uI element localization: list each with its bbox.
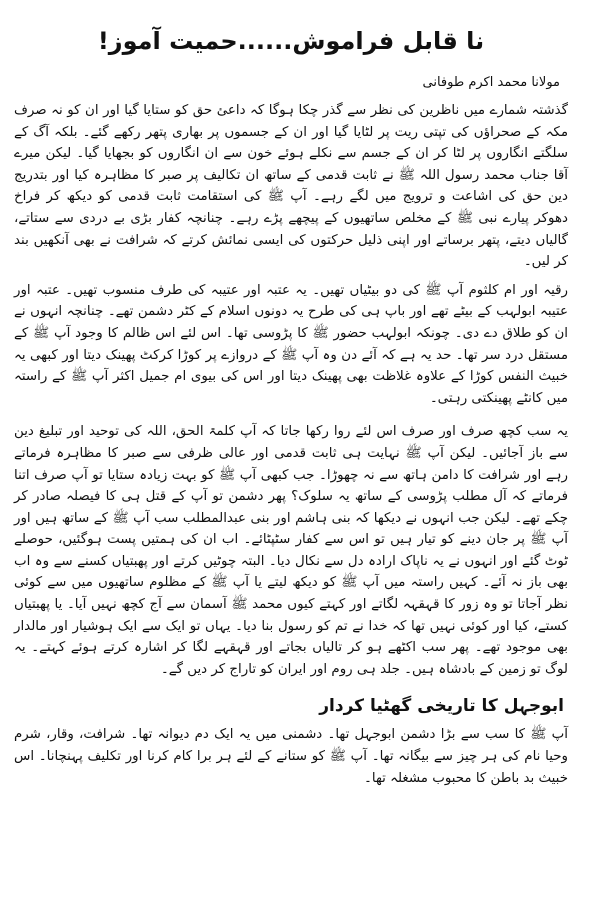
paragraph-persecution: یہ سب کچھ صرف اور صرف اس لئے روا رکھا جاتا کہ آپ کلمۃ الحق، اللہ کی توحید اور تبلیغ دین سے باز آجائیں۔ لیکن آپ ﷺ نہایت ہی ثابت قدمی اور عالی ظرفی سے صبر کا مظاہرہ فرماتے رہے اور شرافت کا دامن ہاتھ سے نہ چھوڑا۔ جب کبھی آپ ﷺ کو بہت زیادہ ستایا تو آپ صرف اتنا فرماتے کہ آل مطلب پڑوسی کے ساتھ یہ سلوک؟ پھر دشمن تو آپ کے قتل ہی کا فیصلہ صادر کر چکے تھے۔ لیکن جب انہوں نے دیکھا کہ بنی ہاشم اور بنی عبدالمطلب سب آپ ﷺ کے ساتھ ہیں اور آپ ﷺ پر جان دینے کو تیار ہیں تو اس سے کفار سٹپٹائے۔ اب ان کی ہمتیں پست ہوگئیں، حوصلے ٹوٹ گئے اور انہوں نے یہ ناپاک ارادہ دل سے نکال دیا۔ البتہ چوٹیں کرتے اور پھبتیاں کسنے سے وہ اب بھی باز نہ آئے۔ کہیں راستہ میں آپ ﷺ کو دیکھ لیتے یا آپ ﷺ کے مظلوم ساتھیوں میں سے کوئی نظر آجاتا تو وہ زور کا قہقہہ لگاتے اور کہتے کیوں محمد ﷺ آسمان سے آج کچھ نہیں آیا۔ یا پھبتیاں کستے، کیا اور کوئی نہیں تھا کہ خدا نے تم کو رسول بنا دیا۔ یہاں تو ایک سے ایک ہوشیار اور مالدار بھی موجود تھے۔ پھر سب اکٹھے ہو کر تالیاں بجاتے اور قہقہے لگا کر اشارہ کرتے ہوئے کہتے۔ یہ لوگ تو زمین کے بادشاہ ہیں۔ جلد ہی روم اور ایران کو تاراج کر دیں گے۔ (14, 424, 568, 677)
article-title: نا قابل فراموش......حمیت آموز! (97, 27, 485, 55)
author-name: مولانا محمد اکرم طوفانی (422, 75, 560, 90)
paragraph-intro: گذشتہ شمارے میں ناظرین کی نظر سے گذر چکا ہوگا کہ داعئ حق کو ستایا گیا اور ان کو نہ صرف مکہ کے صحراؤں کی تپتی ریت پر لٹایا گیا اور ان کے جسموں پر بھاری پتھر رکھے گئے۔ بلکہ آگ کے سلگتے انگاروں پر لٹا کر ان کے جسم سے نکلے ہوئے خون سے ان انگاروں کو بجھایا گیا۔ لیکن میرے آقا جناب محمد رسول اللہ ﷺ نے ثابت قدمی کے ساتھ ان تکالیف پر صبر کا مظاہرہ کیا اور بتدریج دین حق کی اشاعت و ترویج میں لگے رہے۔ آپ ﷺ کی استقامت ثابت قدمی کو دیکھ کر فراخ دھوکر پیارے نبی ﷺ کے مخلص ساتھیوں کے پیچھے پڑے رہے۔ چنانچہ کفار بڑی بے دردی سے ستاتے، گالیاں دیتے، پتھر برساتے اور اپنی ذلیل حرکتوں کی ایسی نمائش کرتے کہ شرافت نے بھی آنکھیں بند کر لیں۔ (14, 103, 568, 270)
paragraph-abu-lahab: رقیہ اور ام کلثوم آپ ﷺ کی دو بیٹیاں تھیں۔ یہ عتبہ اور عتیبہ کی طرف منسوب تھیں۔ عتبہ اور عتیبہ ابولہب کے بیٹے تھے اور باپ ہی کی طرح یہ دونوں اسلام کے کٹر دشمن تھے۔ چنانچہ انہوں نے ان کو طلاق دے دی۔ چونکہ ابولہب حضور ﷺ کا پڑوسی تھا۔ اس لئے اس ظالم کا وجود آپ ﷺ کے مستقل درد سر تھا۔ حد یہ ہے کہ آئے دن وہ آپ ﷺ کے دروازے پر کوڑا کرکٹ پھینک دیتا اور کبھی یہ خبیث النفس کوڑا کے علاوہ غلاظت بھی پھینک دیتا اور اس کی بیوی ام جمیل اکثر آپ ﷺ کے راستہ میں کانٹے پھینکتی رہتی۔ (14, 282, 568, 406)
paragraph-abu-jahl: آپ ﷺ کا سب سے بڑا دشمن ابوجہل تھا۔ دشمنی میں یہ ایک دم دیوانہ تھا۔ شرافت، وقار، شرم وحیا نام کی ہر چیز سے بیگانہ تھا۔ آپ ﷺ کو ستانے کے لئے ہر برا کام کرنا اور تکلیف پہنچانا۔ اس خبیث بد باطن کا محبوب مشغلہ تھا۔ (14, 727, 568, 786)
section-heading: ابوجہل کا تاریخی گھٹیا کردار (319, 696, 564, 717)
